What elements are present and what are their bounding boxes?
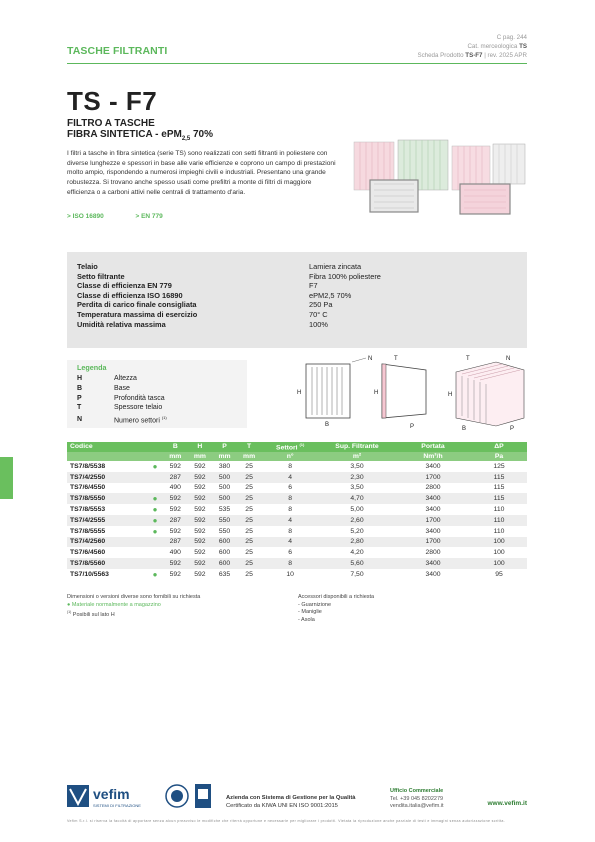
table-cell: 115 [471,472,527,483]
legend-row: B Base [77,384,130,392]
certification-badges [165,781,215,811]
product-code: TS7/4/2560 [67,537,147,548]
svg-text:N: N [368,356,373,362]
table-cell: 25 [245,506,253,514]
product-code: TS7/8/5550 [67,493,147,504]
legend-title: Legenda [77,363,107,372]
table-cell: 592 [169,527,181,535]
table-cell: 635 [218,570,231,578]
table-cell: 8 [261,558,319,569]
table-header-row: Codice B H P T Settori $^{(1)}$ Sup. Filtrante Portata ΔP [67,442,527,452]
front-view-drawing [297,356,372,428]
stock-indicator: ● [147,493,163,504]
product-code: TS7/6/4550 [70,484,106,492]
table-cell: 592 [188,472,213,483]
table-cell: 3400 [395,558,471,569]
table-cell: 3,50 [350,462,364,470]
table-cell: 25 [237,558,262,569]
table-cell: 100 [493,549,505,557]
svg-text:P: P [410,424,415,430]
table-cell: 25 [237,472,262,483]
product-code: TS7/8/5553 [70,506,106,514]
table-cell: 4 [261,515,319,526]
product-sheet-ref: Scheda Prodotto TS-F7 | rev. 2025 APR [417,52,527,59]
brand-subtitle: SISTEMI DI FILTRAZIONE [93,803,141,808]
table-cell: 3400 [425,462,441,470]
table-cell: 535 [218,506,231,514]
table-cell: 3400 [395,493,471,504]
stock-indicator: ● [147,515,163,526]
legend-row: P Profondità tasca [77,394,165,402]
spec-row: Classe di efficienza EN 779 F7 [77,281,318,291]
table-cell: 4,20 [350,549,364,557]
table-cell: 25 [245,570,253,578]
table-cell: 3400 [425,527,441,535]
legend-panel [67,360,247,428]
table-row [67,483,527,494]
spec-row: Perdita di carico finale consigliata 250 Pa [77,300,333,310]
table-cell: 592 [194,484,206,492]
table-cell: 4 [261,472,319,483]
table-cell: 115 [493,484,505,492]
table-cell: 592 [194,462,206,470]
table-row [67,472,527,483]
svg-text:B: B [325,422,330,428]
email-link[interactable]: vendita.italia@vefim.it [390,803,444,809]
table-cell: 2,30 [319,472,395,483]
table-cell: 2,80 [319,537,395,548]
product-code: TS7/8/5538 [70,462,106,470]
stock-indicator: ● [152,461,158,471]
table-cell: 592 [194,506,206,514]
table-cell: 8 [288,462,293,470]
table-row [67,504,527,515]
standards-links [67,213,193,220]
table-cell: 25 [237,493,262,504]
iso-16890-link[interactable]: > ISO 16890 [67,213,104,220]
table-cell: 95 [495,570,503,578]
spec-row: Setto filtrante Fibra 100% poliestere [77,271,381,281]
stock-indicator: ● [152,569,158,579]
product-subtitle-material: FIBRA SINTETICA - ePM$_{2,5}$ 70% [67,129,213,142]
table-cell: 125 [493,462,505,470]
table-cell: 592 [188,537,213,548]
header-divider [67,63,527,64]
spec-row: Umidità relativa massima 100% [77,319,328,329]
spec-row: Telaio Lamiera zincata [77,262,362,271]
brand-name: vefim [93,786,130,802]
notes-right: Accessori disponibili a richiesta - Guarnizione - Maniglie - Asola [298,594,375,623]
table-cell: 592 [163,493,188,504]
table-cell: 592 [169,462,181,470]
technical-drawings [296,352,528,432]
table-cell: 600 [212,558,237,569]
table-cell: 550 [212,515,237,526]
table-cell: 592 [188,515,213,526]
svg-text:N: N [506,356,511,362]
product-code: TS7/8/5555 [70,527,106,535]
legend-row: H Altezza [77,375,137,382]
en-779-link[interactable]: > EN 779 [135,213,163,220]
svg-text:B: B [462,426,467,432]
product-title: TS - F7 [67,86,158,116]
table-cell: 1700 [395,515,471,526]
table-cell: 3400 [425,570,441,578]
table-cell: 287 [163,515,188,526]
stock-indicator [147,547,163,558]
table-cell: 3400 [425,506,441,514]
table-cell: 592 [188,493,213,504]
product-description: I filtri a tasche in fibra sintetica (serie TS) sono realizzati con setti filtranti in poliestere con diverse lunghezze e spessori in base alle varie efficienze e coprono un campo di prestazioni molto ampio, rispondendo a numerosi impieghi civili e industriali. Presentano una grande robustezza. Si trovano anche spesso usati come prefiltri a monte di filtri di maggiore efficienza o a carboni attivi nelle centrali di trattamento d'aria. [67,150,336,196]
table-row [67,537,527,548]
svg-text:T: T [466,356,470,362]
table-cell: 7,50 [350,570,364,578]
product-code: TS7/8/5560 [67,558,147,569]
table-cell: 6 [288,549,293,557]
table-cell: 25 [245,484,253,492]
product-photo [350,136,528,218]
spec-row: Temperatura massima di esercizio 70° C [77,309,328,319]
table-cell: 500 [218,484,231,492]
legend-row: N Numero settori $^{(1)}$ [77,415,167,425]
table-cell: 4,70 [319,493,395,504]
contact-info: Ufficio Commerciale Tel. +39 045 8202279 vendita.italia@vefim.it [390,788,444,809]
table-cell: 592 [163,558,188,569]
page-ref: C pag. 244 [496,34,527,41]
table-row [67,515,527,526]
side-view-drawing [374,356,426,430]
table-row [67,547,527,558]
stock-indicator [147,472,163,483]
table-cell: 110 [471,515,527,526]
table-cell: 8 [261,493,319,504]
table-cell: 550 [218,527,231,535]
notes-left: Dimensioni o versioni diverse sono fornibili su richiesta ● Materiale normalmente a magazzino $^{(1)}$ Posibili sul lato H [67,594,201,618]
table-row [67,558,527,569]
table-cell: 1700 [395,472,471,483]
side-tab [0,457,13,499]
table-cell: 25 [245,549,253,557]
quality-statement: Azienda con Sistema di Gestione per la Qualità Certificato da KIWA UNI EN ISO 9001:2015 [226,795,356,809]
disclaimer: Vefim S.r.l. si riserva la facoltà di apportare senza alcun preavviso le modifiche che riterrà opportune e necessarie per migliorare i prodotti. Vietata la riproduzione anche parziale di testi e immagini senza autorizzazione scritta. [67,819,506,823]
table-cell: 500 [212,472,237,483]
table-cell: 5,20 [350,527,364,535]
table-cell: 380 [218,462,231,470]
table-cell: 100 [471,537,527,548]
table-cell: 592 [188,558,213,569]
table-cell: 110 [493,506,505,514]
svg-text:T: T [394,356,398,362]
table-cell: 600 [218,549,231,557]
table-cell: 2,60 [319,515,395,526]
website-link[interactable]: www.vefim.it [487,800,527,807]
specs-panel [67,252,527,348]
table-cell: 25 [237,537,262,548]
legend-table [77,374,167,426]
table-cell: 10 [286,570,294,578]
table-cell: 2800 [425,549,441,557]
svg-text:H: H [297,390,302,396]
svg-text:H: H [448,392,453,398]
table-cell: 592 [169,570,181,578]
table-cell: 8 [288,527,293,535]
table-cell: 115 [471,493,527,504]
product-code: TS7/4/2550 [67,472,147,483]
table-cell: 8 [288,506,293,514]
table-cell: 110 [493,527,505,535]
table-cell: 592 [194,570,206,578]
table-cell: 1700 [395,537,471,548]
table-cell: 3,50 [350,484,364,492]
table-row [67,569,527,580]
white-bag-filter [493,144,525,184]
table-cell: 100 [471,558,527,569]
table-row [67,526,527,537]
product-subtitle: FILTRO A TASCHE [67,118,155,129]
legend-row: T Spessore telaio [77,404,163,412]
stock-indicator [147,483,163,494]
stock-indicator: ● [152,526,158,536]
vefim-logo [67,785,157,809]
table-cell: 6 [288,484,293,492]
table-body [67,461,527,580]
stock-indicator [147,558,163,569]
settori-header: Settori $^{(1)}$ [261,442,319,452]
category-ref: Cat. merceologica TS [467,43,527,50]
table-cell: 287 [163,537,188,548]
frame-front-pink [460,184,510,214]
product-code: TS7/10/5563 [70,570,109,578]
table-cell: 490 [169,549,181,557]
table-cell: 25 [237,515,262,526]
svg-text:H: H [374,390,379,396]
table-row [67,461,527,472]
table-cell: 600 [212,537,237,548]
table-cell: 2800 [425,484,441,492]
spec-row: Classe di efficienza ISO 16890 ePM2,5 70% [77,290,352,300]
table-cell: 4 [261,537,319,548]
table-cell: 592 [194,549,206,557]
frame-front [370,180,418,212]
table-cell: 25 [245,462,253,470]
section-title: TASCHE FILTRANTI [67,45,168,57]
table-cell: 490 [169,484,181,492]
table-cell: 5,60 [319,558,395,569]
product-code: TS7/6/4560 [70,549,106,557]
table-cell: 287 [163,472,188,483]
table-cell: 5,00 [350,506,364,514]
product-code: TS7/4/2555 [67,515,147,526]
product-table [67,442,527,580]
stock-indicator: ● [152,505,158,515]
table-row [67,493,527,504]
specs-table [77,262,381,329]
stock-indicator [147,537,163,548]
table-cell: 25 [245,527,253,535]
table-cell: 592 [194,527,206,535]
isometric-view-drawing [448,356,524,432]
table-cell: 592 [169,506,181,514]
svg-text:P: P [510,426,515,432]
pink-bag-filter-right [452,146,490,190]
table-units-row: mm mm mm mm n° m² Nm³/h Pa [67,452,527,462]
table-cell: 500 [212,493,237,504]
